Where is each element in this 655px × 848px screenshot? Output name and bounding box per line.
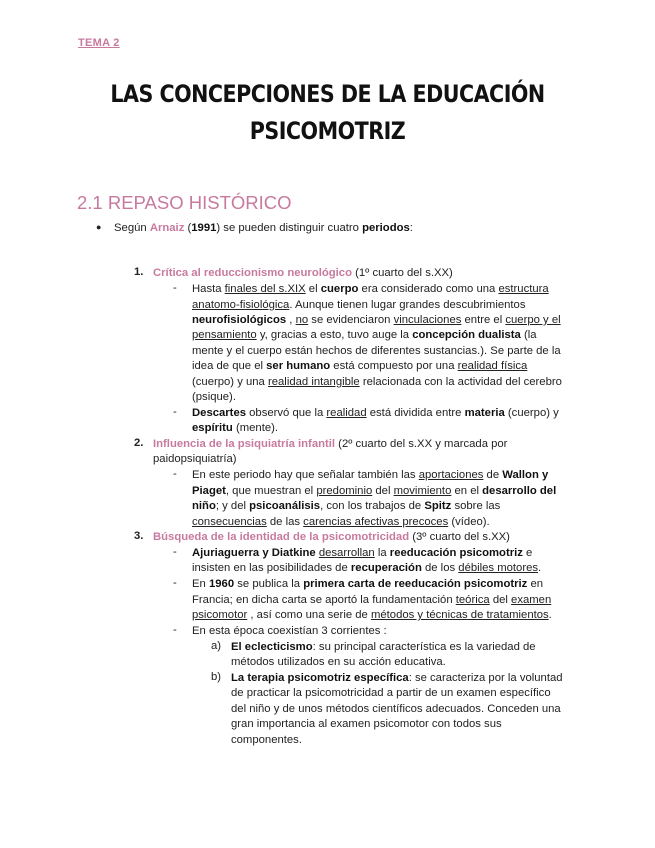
period-2-text: consecuencias de las carencias afectivas precoces (vídeo).: [192, 516, 490, 528]
sublist-item-b: componentes.: [231, 734, 302, 746]
period-1-text: (cuerpo) y una realidad intangible relacionada con la actividad del cerebro: [192, 376, 562, 388]
period-1-text: neurofisiológicos , no se evidenciaron vinculaciones entre el cuerpo y el: [192, 314, 561, 326]
list-number-2: 2.: [134, 437, 144, 449]
period-1-descartes: Descartes observó que la realidad está dividida entre materia (cuerpo) y: [192, 407, 559, 419]
period-1-text: Hasta finales del s.XIX el cuerpo era considerado como una estructura: [192, 283, 549, 295]
tema-label: TEMA 2: [78, 37, 120, 49]
period-2-text: En este periodo hay que señalar también las aportaciones de Wallon y: [192, 469, 549, 481]
sublist-item-b: La terapia psicomotriz específica: se caracteriza por la voluntad: [231, 672, 563, 684]
dash-marker: -: [173, 406, 177, 418]
period-2-heading: Influencia de la psiquiatría infantil (2º cuarto del s.XX y marcada por: [153, 438, 508, 450]
bullet-icon: ●: [96, 222, 102, 232]
intro-paragraph: Según Arnaiz (1991) se pueden distinguir cuatro periodos:: [114, 222, 413, 234]
period-1-heading: Crítica al reduccionismo neurológico (1º cuarto del s.XX): [153, 267, 453, 279]
period-2-text: Piaget, que muestran el predominio del movimiento en el desarrollo del: [192, 485, 557, 497]
period-2-heading: paidopsiquiatría): [153, 453, 237, 465]
page-title-line-1: LAS CONCEPCIONES DE LA EDUCACIÓN: [110, 80, 545, 108]
sublist-item-a: El eclecticismo: su principal característica es la variedad de: [231, 641, 536, 653]
period-3-text: Ajuriaguerra y Diatkine desarrollan la reeducación psicomotriz e: [192, 547, 533, 559]
section-heading: 2.1 REPASO HISTÓRICO: [77, 192, 292, 213]
dash-marker: -: [173, 282, 177, 294]
sublist-item-b: gran importancia al examen psicomotor con todos sus: [231, 718, 502, 730]
period-1-text: pensamiento y, gracias a esto, tuvo auge la concepción dualista (la: [192, 329, 537, 341]
list-number-3: 3.: [134, 530, 144, 542]
period-1-text: (psique).: [192, 391, 236, 403]
period-1-text: mente y el cuerpo están hechos de diferentes sustancias.). Se parte de la: [192, 345, 561, 357]
period-3-text: psicomotor , así como una serie de métodos y técnicas de tratamientos.: [192, 609, 552, 621]
period-3-heading: Búsqueda de la identidad de la psicomotricidad (3º cuarto del s.XX): [153, 531, 510, 543]
period-1-text: anatomo-fisiológica. Aunque tienen lugar grandes descubrimientos: [192, 299, 526, 311]
dash-marker: -: [173, 624, 177, 636]
period-3-text: Francia; en dicha carta se aportó la fundamentación teórica del examen: [192, 594, 552, 606]
period-3-text: En esta época coexistían 3 corrientes :: [192, 625, 387, 637]
list-marker-b: b): [211, 671, 222, 683]
period-3-text: En 1960 se publica la primera carta de reeducación psicomotriz en: [192, 578, 544, 590]
period-1-text: idea de que el ser humano está compuesto por una realidad física: [192, 360, 528, 372]
dash-marker: -: [173, 546, 177, 558]
sublist-item-b: de practicar la psicomotricidad a partir de un examen específico: [231, 687, 551, 699]
sublist-item-a: métodos utilizados en su acción educativa.: [231, 656, 446, 668]
dash-marker: -: [173, 468, 177, 480]
list-number-1: 1.: [134, 266, 144, 278]
page-title-line-2: PSICOMOTRIZ: [249, 117, 406, 145]
sublist-item-b: del niño y de unos métodos científicos adecuados. Conceden una: [231, 703, 561, 715]
period-3-text: insisten en las posibilidades de recuperación de los débiles motores.: [192, 562, 542, 574]
dash-marker: -: [173, 577, 177, 589]
period-2-text: niño; y del psicoanálisis, con los trabajos de Spitz sobre las: [192, 500, 501, 512]
period-1-descartes: espíritu (mente).: [192, 422, 279, 434]
list-marker-a: a): [211, 640, 222, 652]
